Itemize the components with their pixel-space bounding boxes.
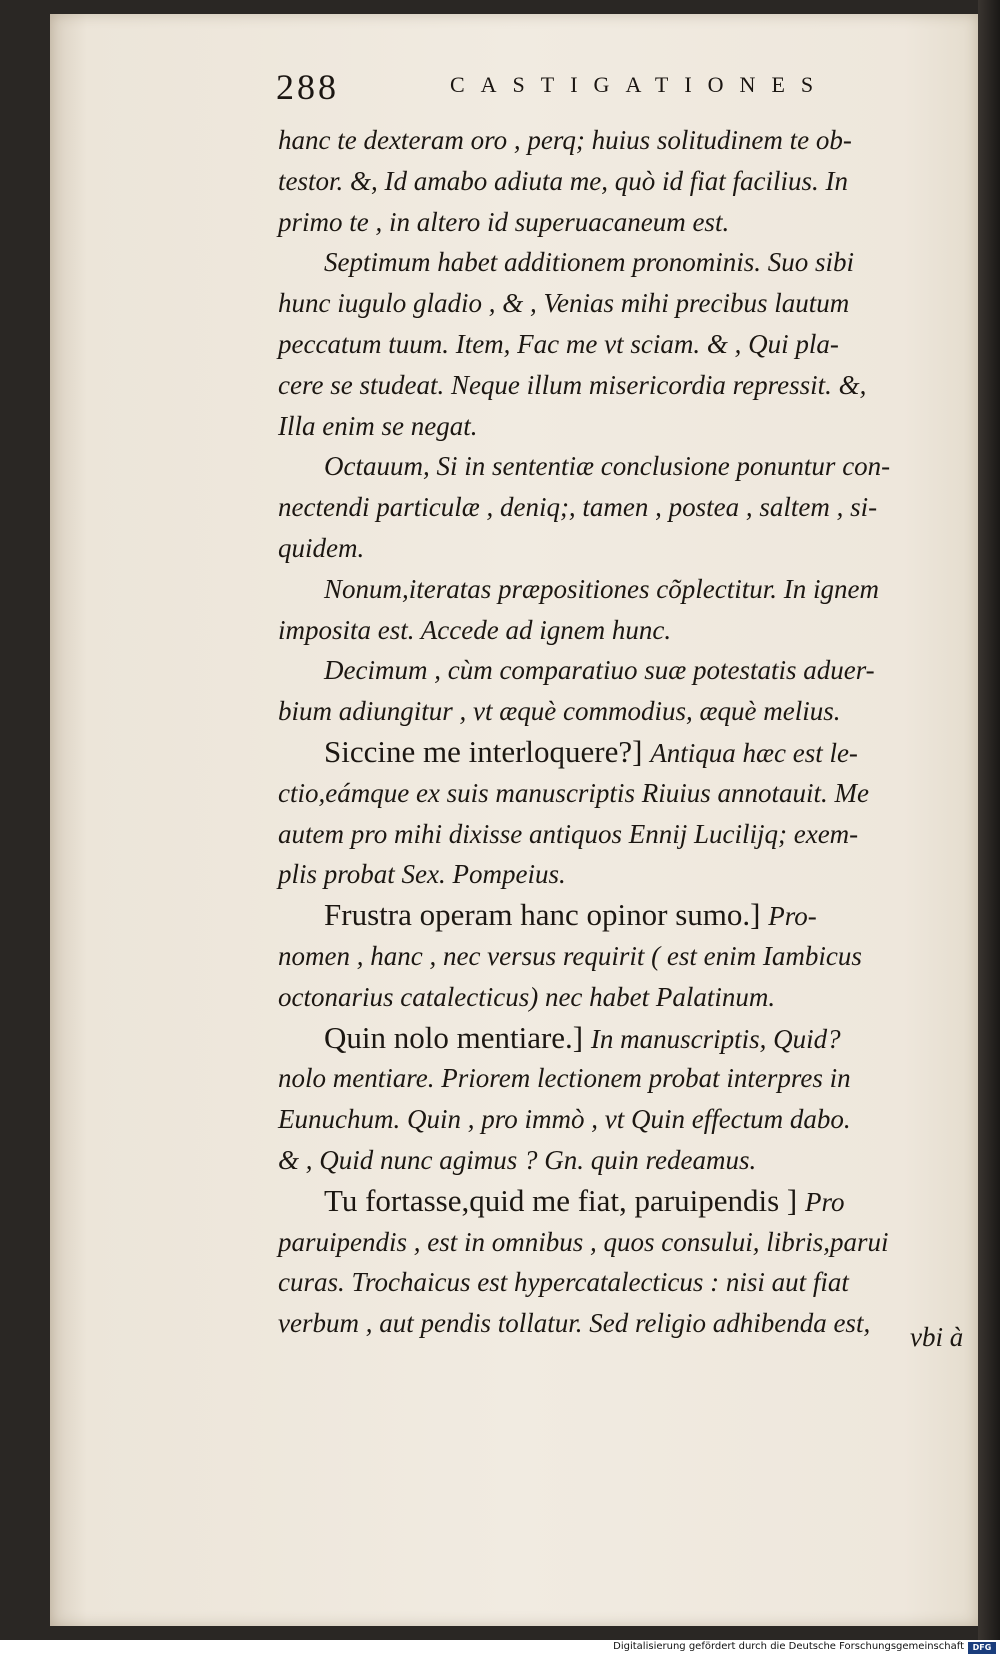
text-line xyxy=(278,446,978,487)
text-line xyxy=(278,854,978,895)
running-title: CASTIGATIONES xyxy=(450,72,830,97)
commentary-text: paruipendis , est in omnibus , quos consului, libris,parui xyxy=(278,1226,889,1257)
commentary-text: octonarius catalecticus) nec habet Palatinum. xyxy=(278,981,776,1012)
commentary-text: Decimum , cùm comparatiuo suæ potestatis aduer- xyxy=(324,655,875,686)
commentary-text: peccatum tuum. Item, Fac me vt sciam. & , Qui pla- xyxy=(278,328,839,359)
text-line xyxy=(278,324,978,365)
commentary-text: hanc te dexteram oro , perq; huius solitudinem te ob- xyxy=(278,125,852,155)
lemma-text: Quin nolo mentiare.] xyxy=(324,1019,591,1055)
text-line xyxy=(278,161,978,202)
commentary-text: Septimum habet additionem pronominis. Suo sibi xyxy=(324,247,854,278)
text-line xyxy=(278,936,978,977)
text-line xyxy=(278,610,978,651)
text-line xyxy=(278,1058,978,1099)
text-line xyxy=(278,528,978,569)
commentary-text: ctio,eámque ex suis manuscriptis Riuius annotauit. Me xyxy=(278,777,869,808)
text-line xyxy=(278,406,978,447)
commentary-text: Nonum,iteratas præpositiones cõplectitur. In ignem xyxy=(324,573,879,604)
commentary-text: plis probat Sex. Pompeius. xyxy=(278,859,566,890)
catchword: vbi à xyxy=(910,1322,964,1352)
lemma-text: Frustra operam hanc opinor sumo.] xyxy=(324,897,769,933)
text-line xyxy=(278,650,978,691)
text-line xyxy=(278,1099,978,1140)
text-line xyxy=(278,895,978,936)
commentary-text: hunc iugulo gladio , & , Venias mihi precibus lautum xyxy=(278,288,850,319)
commentary-text: bium adiungitur , vt æquè commodius, æquè melius. xyxy=(278,696,841,727)
text-line xyxy=(278,1303,978,1344)
text-line xyxy=(278,1140,978,1181)
text-line xyxy=(278,365,978,406)
commentary-text: Illa enim se negat. xyxy=(278,410,478,441)
commentary-text: autem pro mihi dixisse antiquos Ennij Lucilijq; exem- xyxy=(278,818,859,849)
lemma-text: Tu fortasse,quid me fiat, paruipendis ] xyxy=(324,1182,805,1218)
text-line xyxy=(278,1018,978,1059)
commentary-text: cere se studeat. Neque illum misericordia repressit. &, xyxy=(278,369,867,400)
text-line xyxy=(278,1262,978,1303)
commentary-text: & , Quid nunc agimus ? Gn. quin redeamus. xyxy=(278,1144,757,1175)
body-text xyxy=(278,120,978,1344)
commentary-text: Pro xyxy=(805,1186,845,1217)
commentary-text: verbum , aut pendis tollatur. Sed religio adhibenda est, xyxy=(278,1308,871,1339)
commentary-text: imposita est. Accede ad ignem hunc. xyxy=(278,614,672,645)
text-line xyxy=(278,120,978,161)
commentary-text: nomen , hanc , nec versus requirit ( est enim Iambicus xyxy=(278,940,862,971)
text-line xyxy=(278,487,978,528)
text-line xyxy=(278,1222,978,1263)
text-line xyxy=(278,1181,978,1222)
text-line xyxy=(278,814,978,855)
commentary-text: primo te , in altero id superuacaneum est. xyxy=(278,206,730,237)
text-line xyxy=(278,283,978,324)
commentary-text: In manuscriptis, Quid? xyxy=(590,1023,841,1054)
text-line xyxy=(278,977,978,1018)
commentary-text: nectendi particulæ , deniq;, tamen , postea , saltem , si- xyxy=(278,492,878,523)
commentary-text: Eunuchum. Quin , pro immò , vt Quin effectum dabo. xyxy=(278,1104,851,1135)
text-line xyxy=(278,732,978,773)
digitization-credit: Digitalisierung gefördert durch die Deutsche Forschungsgemeinschaft xyxy=(613,1641,964,1652)
lemma-text: Siccine me interloquere?] xyxy=(324,733,651,769)
commentary-text: Pro- xyxy=(768,901,817,932)
text-line xyxy=(278,569,978,610)
text-line xyxy=(278,691,978,732)
commentary-text: Antiqua hæc est le- xyxy=(650,737,858,768)
page-header xyxy=(228,66,868,110)
commentary-text: quidem. xyxy=(278,532,365,563)
scanner-edge xyxy=(978,0,1000,1640)
page-number: 288 xyxy=(276,67,339,107)
commentary-text: testor. &, Id amabo adiuta me, quò id fiat facilius. In xyxy=(278,165,848,196)
dfg-logo: DFG xyxy=(968,1642,996,1654)
commentary-text: curas. Trochaicus est hypercatalecticus : nisi aut fiat xyxy=(278,1267,849,1298)
text-line xyxy=(278,202,978,243)
text-line xyxy=(278,242,978,283)
commentary-text: nolo mentiare. Priorem lectionem probat interpres in xyxy=(278,1063,851,1094)
commentary-text: Octauum, Si in sententiæ conclusione ponuntur con- xyxy=(324,451,891,482)
text-line xyxy=(278,773,978,814)
